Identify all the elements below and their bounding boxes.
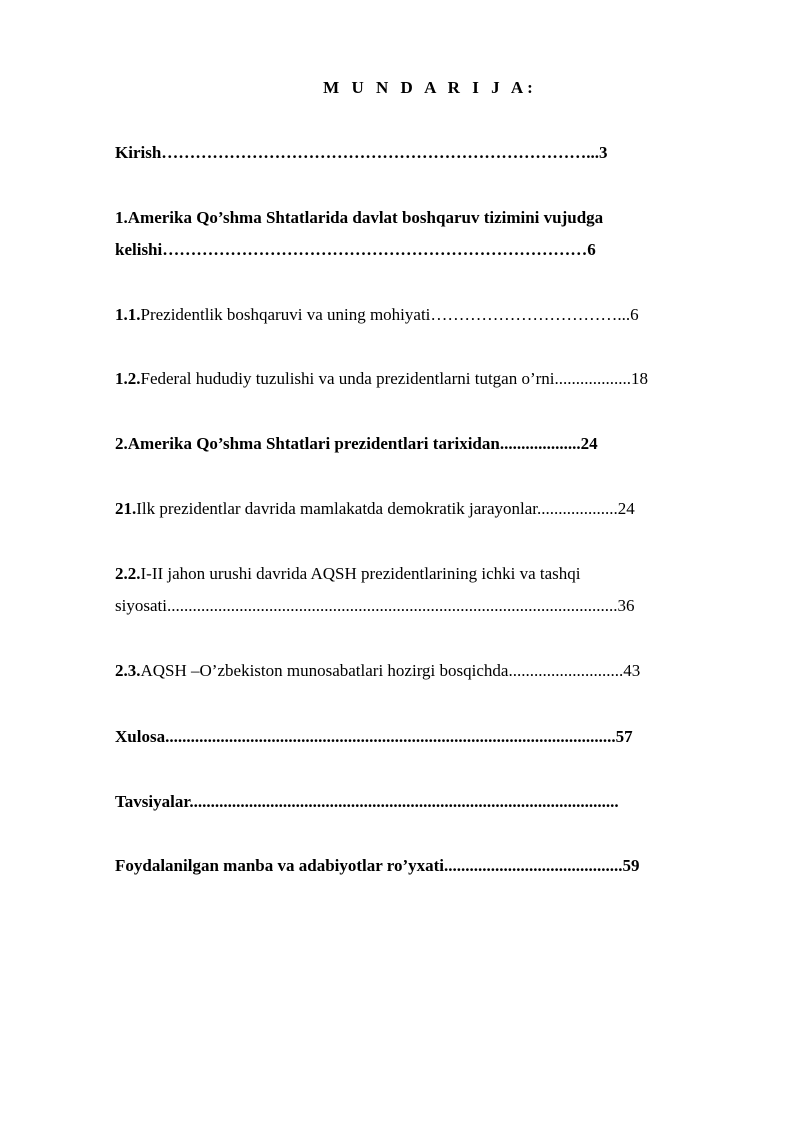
section-title: Federal hududiy tuzulishi va unda prezidentlarni tutgan o’rni..................18 (140, 369, 649, 388)
toc-entry-tavsiyalar: Tavsiyalar..................................................................................................... (115, 792, 619, 811)
section-number: 2.2. (115, 564, 141, 583)
page-title: M U N D A R I J A: (323, 78, 537, 97)
section-number: 21. (115, 499, 137, 518)
toc-entry-chapter-2: 2.Amerika Qo’shma Shtatlari prezidentlari tarixidan...................24 (115, 434, 598, 453)
section-number: 1.1. (115, 305, 141, 324)
section-title: AQSH –O’zbekiston munosabatlari hozirgi bosqichda...........................43 (140, 661, 641, 680)
toc-entry-section-2-2-line-2: siyosati..........................................................................................................36 (115, 596, 635, 615)
section-title: I-II jahon urushi davrida AQSH prezidentlarining ichki va tashqi (140, 564, 581, 583)
toc-entry-section-2-1 (115, 499, 635, 519)
section-title: Prezidentlik boshqaruvi va uning mohiyati……………………………...6 (140, 305, 639, 324)
toc-entry-section-1-1 (115, 305, 639, 325)
section-title: Ilk prezidentlar davrida mamlakatda demokratik jarayonlar...................24 (136, 499, 635, 518)
toc-entry-xulosa: Xulosa..........................................................................................................57 (115, 727, 633, 746)
section-number: 2.3. (115, 661, 141, 680)
section-number: 1.2. (115, 369, 141, 388)
toc-entry-foydalanilgan: Foydalanilgan manba va adabiyotlar ro’yxati..........................................59 (115, 856, 640, 875)
toc-entry-kirish: Kirish…………………………………………………………………...3 (115, 143, 608, 162)
toc-entry-section-2-2-line-1 (115, 564, 581, 584)
toc-entry-section-2-3 (115, 661, 640, 681)
toc-entry-section-1-2 (115, 369, 648, 389)
toc-entry-chapter-1-line-2: kelishi…………………………………………………………………6 (115, 240, 596, 259)
toc-entry-chapter-1-line-1: 1.Amerika Qo’shma Shtatlarida davlat boshqaruv tizimini vujudga (115, 208, 604, 227)
